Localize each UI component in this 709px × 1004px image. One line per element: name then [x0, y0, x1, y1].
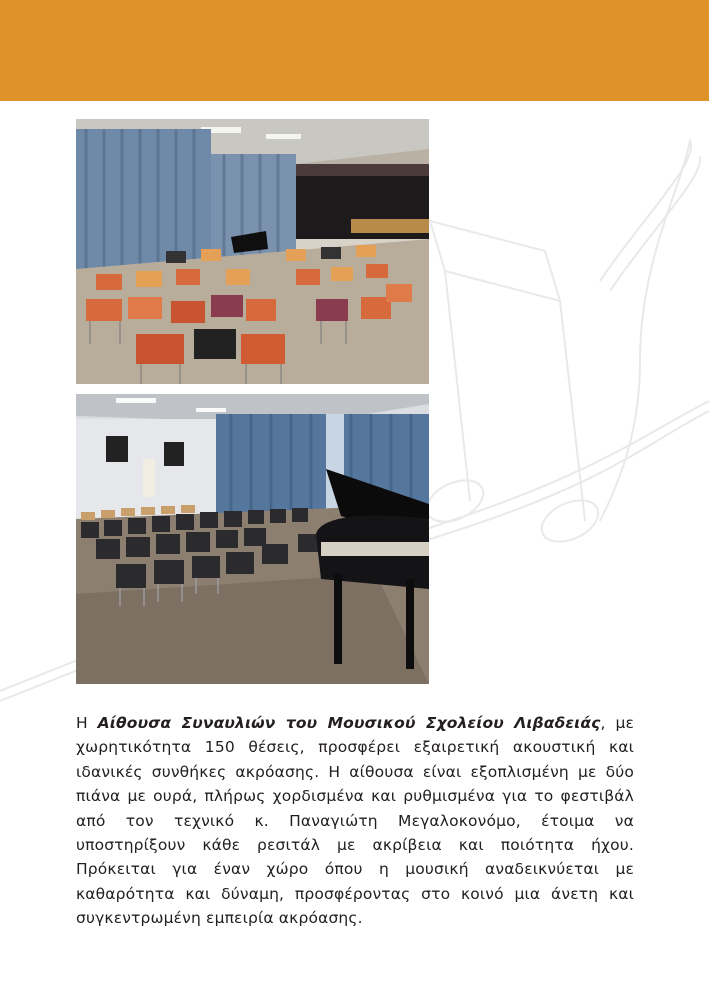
paragraph-body: , με χωρητικότητα 150 θέσεις, προσφέρει εξαιρετική ακουστική και ιδανικές συνθήκες ακρόασης. Η αίθουσα είναι εξοπλισμένη με δύο πιάνα με ουρά, πλήρως χορδισμένα και ρυθμισμένα για το φεστιβάλ από τον τεχνικό κ. Παναγιώτη Μεγαλοκονόμο, έτοιμα να υποστηρίξουν κάθε ρεσιτάλ με ακρίβεια και ποιότητα ήχου. Πρόκειται για έναν χώρο όπου η μουσική αναδεικνύεται με καθαρότητα και δύναμη, προσφέροντας στο κοινό μια άνετη και συγκεντρωμένη εμπειρία ακρόασης. [76, 714, 634, 928]
paragraph-intro: Η [76, 714, 98, 732]
description-paragraph [76, 711, 634, 931]
header-band [0, 0, 709, 101]
hall-name-highlight: Αίθουσα Συναυλιών του Μουσικού Σχολείου Λιβαδειάς [97, 714, 601, 732]
concert-hall-photo-chairs [76, 119, 429, 384]
concert-hall-photo-piano [76, 394, 429, 684]
